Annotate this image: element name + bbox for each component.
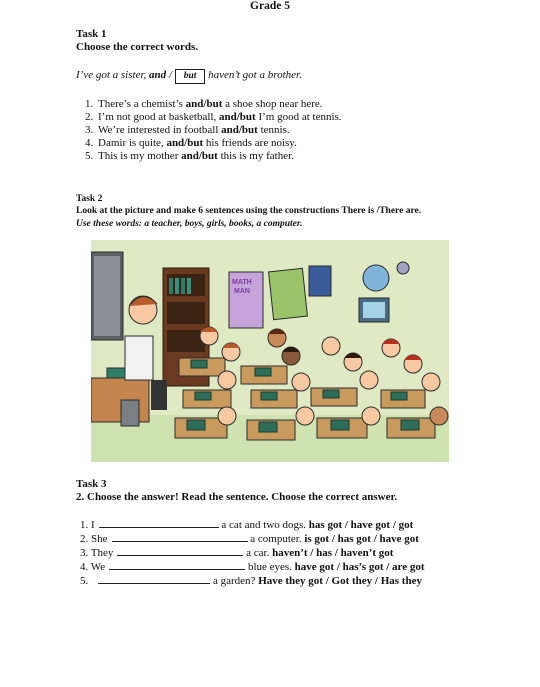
list-item: 1. There’s a chemist’s and/but a shoe shop near here. [96,98,516,111]
task1-example [76,69,302,84]
task3-item-5: 5. a garden? Have they got / Got they / Has they [80,575,422,587]
page-title: Grade 5 [250,0,290,12]
task2-instruction: Look at the picture and make 6 sentences using the constructions There is /There are. [76,206,422,216]
task3-item-2: 2. She a computer. is got / has got / have got [80,533,419,545]
task3-item-4: 4. We blue eyes. have got / has’s got / are got [80,561,425,573]
list-item: 4. Damir is quite, and/but his friends are noisy. [96,137,516,150]
task1-instruction: Choose the correct words. [76,41,198,53]
task3-title: Task 3 [76,478,107,490]
answer-blank[interactable] [98,574,210,584]
task1-title: Task 1 [76,28,107,40]
task3-item-3: 3. They a car. haven’t / has / haven’t got [80,547,394,559]
answer-blank[interactable] [99,518,219,528]
list-item: 5. This is my mother and/but this is my father. [96,150,516,163]
example-boxed-answer: but [175,69,206,84]
poster-text-1: MATH [232,279,252,286]
task2-title: Task 2 [76,194,103,204]
answer-blank[interactable] [117,546,243,556]
answer-blank[interactable] [112,532,248,542]
example-prefix: I’ve got a sister, [76,69,150,81]
example-option: and [149,69,167,81]
task3-item-1: 1. I a cat and two dogs. has got / have got / got [80,519,414,531]
answer-blank[interactable] [109,560,245,570]
task1-list [76,98,516,163]
task2-words: Use these words: a teacher, boys, girls, books, a computer. [76,219,303,229]
task3-instruction: 2. Choose the answer! Read the sentence. Choose the correct answer. [76,491,398,503]
list-item: 3. We’re interested in football and/but tennis. [96,124,516,137]
poster-text-2: MAN [234,288,250,295]
example-slash: / [166,69,175,81]
list-item: 2. I’m not good at basketball, and/but I’m good at tennis. [96,111,516,124]
classroom-illustration [91,240,449,462]
example-suffix: haven’t got a brother. [205,69,302,81]
